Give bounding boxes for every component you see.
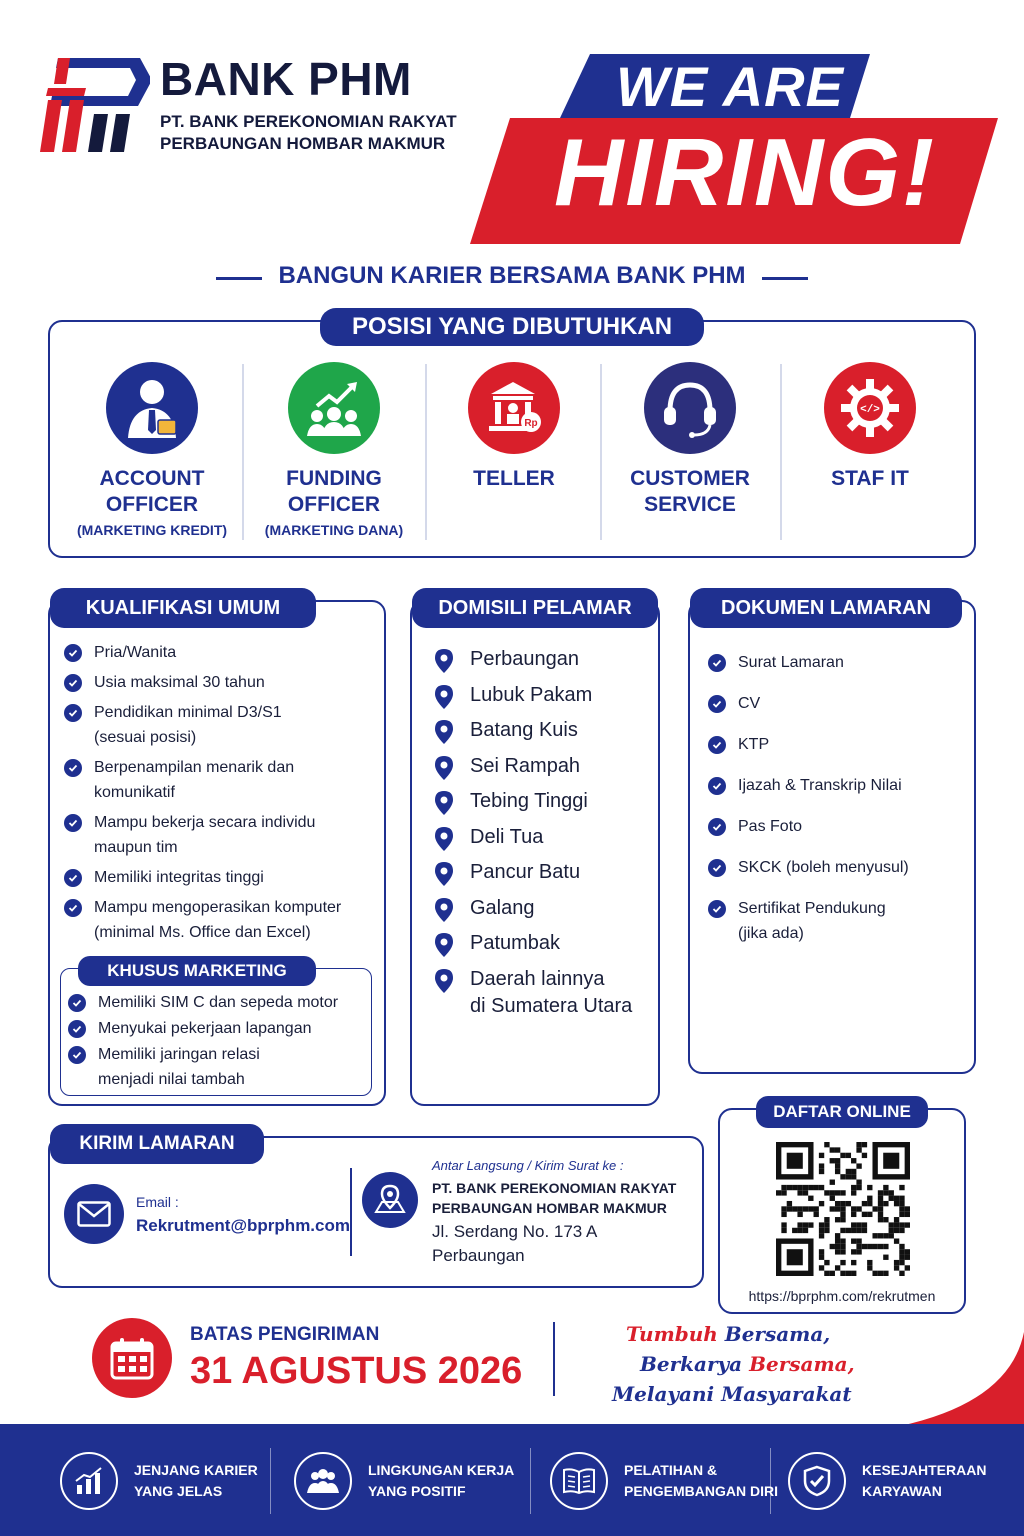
map-pin-icon [434,719,454,753]
position-title: SERVICE [644,493,736,516]
team-growth-icon [288,362,380,454]
list-item-text: Memiliki integritas tinggi [94,869,264,886]
list-item [708,814,972,839]
list-item-text: Pancur Batu [470,861,581,883]
check-icon [68,1020,86,1038]
benefit-item [60,1446,258,1516]
check-icon [708,859,726,877]
motto-line: Tumbuh Bersama, [626,1322,831,1346]
positions-title: POSISI YANG DIBUTUHKAN [320,308,704,346]
map-pin-icon [434,897,454,931]
bank-teller-icon [468,362,560,454]
check-icon [708,818,726,836]
list-item-text: Mampu bekerja secara individu maupun tim [94,814,316,856]
benefit-text: PELATIHAN & PENGEMBANGAN DIRI [624,1462,779,1499]
svg-text:Rp: Rp [524,418,538,429]
address: Perbaungan [432,1246,525,1265]
position-account-officer [62,362,242,538]
list-item [64,895,384,945]
growth-chart-icon [60,1452,118,1510]
deadline-date: 31 AGUSTUS 2026 [190,1350,523,1392]
online-url[interactable]: https://bprphm.com/rekrutmen [748,1288,936,1304]
list-item [64,755,384,805]
bank-phm-logo-icon [40,58,150,154]
email-link[interactable]: Rekrutment@bprphm.com [136,1216,350,1235]
position-subtitle: (MARKETING KREDIT) [76,522,228,538]
benefit-text: LINGKUNGAN KERJA YANG POSITIF [368,1462,515,1499]
list-item [68,1016,368,1041]
list-item [64,865,384,890]
marketing-list [68,990,368,1093]
divider [350,1168,352,1256]
email-icon [64,1184,124,1244]
position-teller [424,362,604,492]
map-pin-icon [434,755,454,789]
position-customer-service [600,362,780,518]
motto-line: Berkarya Bersama, [640,1352,855,1376]
benefit-item [294,1446,514,1516]
list-item-text: Tebing Tinggi [470,790,588,812]
qualifications-title: KUALIFIKASI UMUM [50,588,316,628]
map-pin-icon [434,861,454,895]
list-item [434,753,654,780]
brand-subtitle: PERBAUNGAN HOMBAR MAKMUR [160,134,446,153]
list-item [434,788,654,815]
gear-code-icon [824,362,916,454]
map-pin-icon [434,684,454,718]
headline-we-are: WE ARE [616,55,844,118]
list-item [434,895,654,922]
position-title: FUNDING [286,467,382,490]
check-icon [708,654,726,672]
benefit-text: KESEJAHTERAAN KARYAWAN [862,1462,987,1499]
deadline-label: BATAS PENGIRIMAN [190,1324,380,1345]
qualifications-list [64,640,384,950]
delivery-label: Antar Langsung / Kirim Surat ke : [432,1158,624,1173]
list-item-text: Lubuk Pakam [470,683,593,706]
list-item [68,990,368,1015]
check-icon [64,814,82,832]
check-icon [64,869,82,887]
list-item-text: Batang Kuis [470,719,578,741]
send-title: KIRIM LAMARAN [50,1124,264,1164]
list-item-text: Memiliki jaringan relasi menjadi nilai tambah [98,1046,260,1088]
list-item-text: SKCK (boleh menyusul) [738,859,909,876]
list-item-text: Menyukai pekerjaan lapangan [98,1020,312,1037]
map-pin-icon [434,790,454,824]
check-icon [708,900,726,918]
divider [553,1322,555,1396]
map-pin-icon [434,968,454,1002]
company-name: PT. BANK PEREKONOMIAN RAKYAT [432,1180,677,1196]
people-icon [294,1452,352,1510]
headline-hiring: HIRING! [554,119,936,226]
position-title: STAF IT [831,467,909,490]
list-item-text: Pria/Wanita [94,644,177,661]
company-name: PERBAUNGAN HOMBAR MAKMUR [432,1200,667,1216]
list-item [708,773,972,798]
benefit-item [550,1446,778,1516]
list-item [708,855,972,880]
list-item-text: Pendidikan minimal D3/S1 (sesuai posisi) [94,704,282,746]
check-icon [708,695,726,713]
position-funding-officer [244,362,424,538]
list-item [64,640,384,665]
list-item [708,896,972,946]
list-item-text: Galang [470,896,535,919]
domicile-list [434,646,654,1028]
map-pin-icon [434,826,454,860]
list-item [64,670,384,695]
list-item [708,732,972,757]
online-title: DAFTAR ONLINE [756,1096,928,1128]
qr-code[interactable] [776,1142,910,1276]
position-title: ACCOUNT [99,467,205,490]
position-title: OFFICER [105,493,199,516]
list-item [434,717,654,744]
brand-subtitle: PT. BANK PEREKONOMIAN RAKYAT [160,112,457,131]
list-item [434,824,654,851]
list-item [434,646,654,673]
list-item-text: Memiliki SIM C dan sepeda motor [98,994,339,1011]
list-item [64,700,384,750]
check-icon [64,759,82,777]
email-label: Email : [136,1194,179,1210]
motto-line: Melayani Masyarakat [612,1382,852,1406]
svg-text:</>: </> [860,404,880,416]
list-item [708,691,972,716]
benefit-text: JENJANG KARIER YANG JELAS [134,1462,258,1499]
position-subtitle: (MARKETING DANA) [264,522,404,538]
list-item-text: CV [738,695,761,712]
list-item-text: Mampu mengoperasikan komputer (minimal Ms. Office dan Excel) [94,899,342,941]
documents-title: DOKUMEN LAMARAN [690,588,962,628]
list-item [434,682,654,709]
check-icon [68,1046,86,1064]
position-staf-it [780,362,960,492]
check-icon [68,994,86,1012]
list-item [708,650,972,675]
list-item [64,810,384,860]
businessman-icon [106,362,198,454]
check-icon [64,704,82,722]
marketing-title: KHUSUS MARKETING [78,956,316,986]
list-item [434,966,654,1020]
map-pin-icon [362,1172,418,1228]
position-title: TELLER [473,467,555,490]
map-pin-icon [434,932,454,966]
headset-icon [644,362,736,454]
list-item-text: Perbaungan [470,648,579,670]
list-item-text: KTP [738,736,770,753]
tagline: BANGUN KARIER BERSAMA BANK PHM [0,262,1024,290]
check-icon [64,674,82,692]
corner-swoosh [900,1332,1024,1426]
list-item-text: Patumbak [470,932,561,954]
position-title: CUSTOMER [630,467,750,490]
list-item-text: Sei Rampah [470,754,581,777]
list-item-text: Ijazah & Transkrip Nilai [738,777,902,794]
benefit-item [788,1446,986,1516]
address: Jl. Serdang No. 173 A [432,1222,598,1241]
check-icon [708,736,726,754]
list-item [434,930,654,957]
documents-list [708,650,972,962]
check-icon [64,899,82,917]
check-icon [64,644,82,662]
list-item-text: Berpenampilan menarik dan komunikatif [94,759,295,801]
position-title: OFFICER [287,493,381,516]
list-item-text: Usia maksimal 30 tahun [94,674,265,691]
brand-name: BANK PHM [160,53,412,105]
check-icon [708,777,726,795]
list-item-text: Pas Foto [738,818,803,835]
calendar-icon [92,1318,172,1398]
shield-check-icon [788,1452,846,1510]
domicile-title: DOMISILI PELAMAR [412,588,658,628]
list-item-text: Deli Tua [470,825,544,848]
list-item-text: Surat Lamaran [738,654,844,671]
list-item-text: Daerah lainnya di Sumatera Utara [470,967,633,1017]
list-item [434,859,654,886]
list-item [68,1042,368,1092]
list-item-text: Sertifikat Pendukung (jika ada) [738,900,886,942]
book-icon [550,1452,608,1510]
map-pin-icon [434,648,454,682]
